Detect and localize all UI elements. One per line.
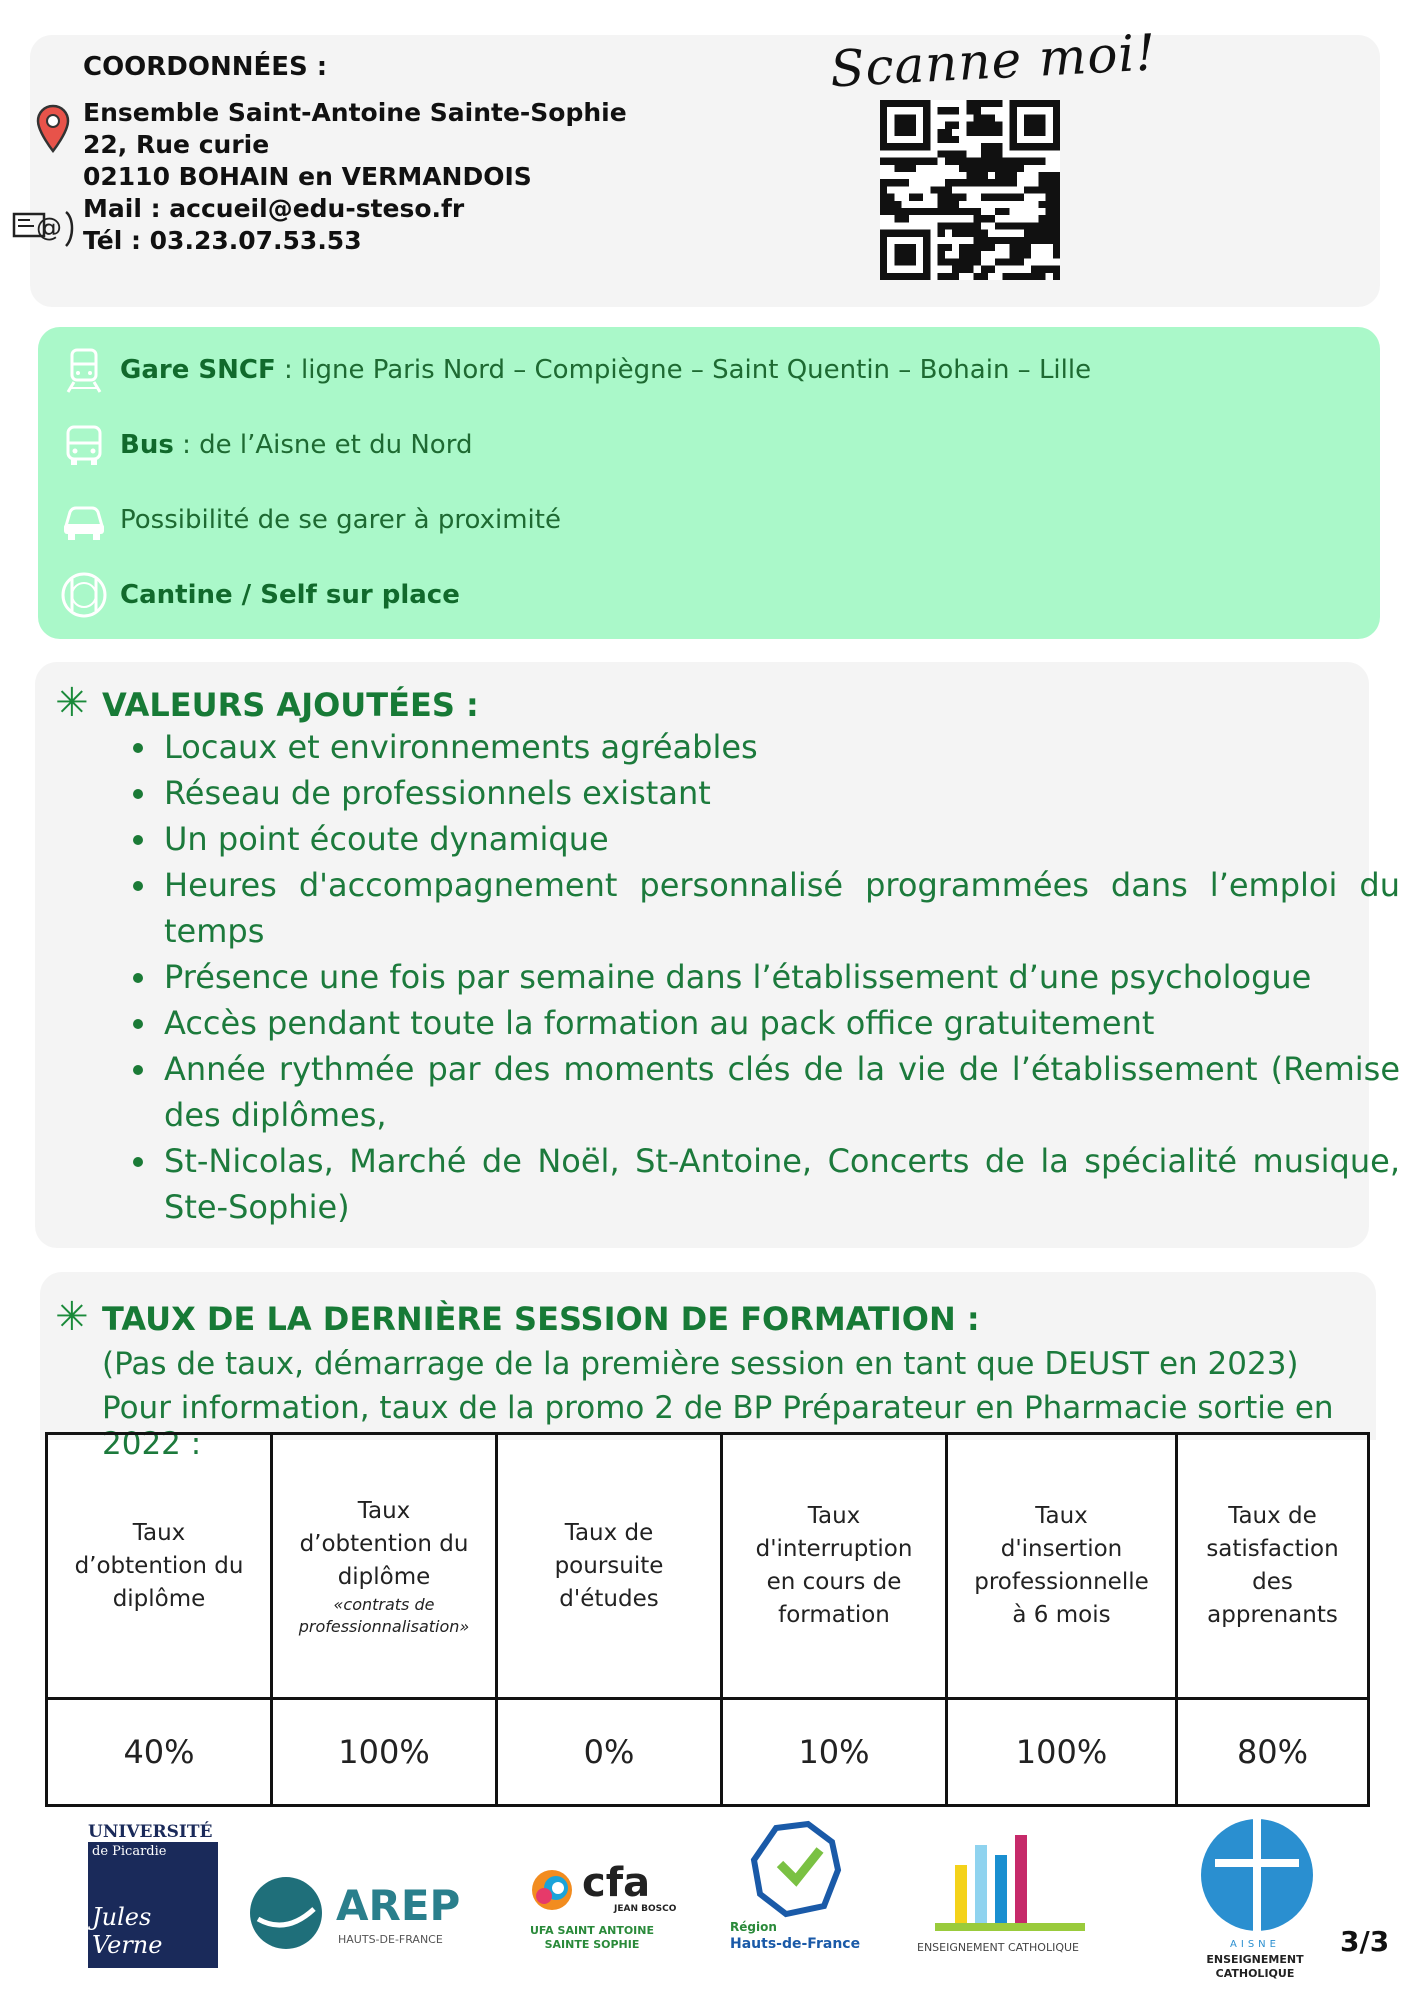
table-value-cell: 100% [272, 1699, 497, 1806]
canteen-label: Cantine / Self sur place [120, 580, 460, 610]
list-item: • St-Nicolas, Marché de Noël, St-Antoine, Concerts de la spécialité musique, Ste-Sophie) [160, 1138, 1400, 1230]
arep-mark-icon [248, 1875, 324, 1951]
transport-bus-row [60, 420, 472, 470]
transport-parking-row [60, 495, 561, 545]
bus-label: Bus [120, 430, 174, 460]
car-icon [60, 496, 108, 544]
list-item: • Un point écoute dynamique [160, 816, 1400, 862]
table-value-cell: 80% [1177, 1699, 1369, 1806]
rates-table [45, 1432, 1370, 1807]
svg-text:@: @ [36, 213, 62, 243]
org-name: Ensemble Saint-Antoine Sainte-Sophie [83, 98, 627, 127]
france-map-icon [746, 1820, 846, 1920]
list-item: • Année rythmée par des moments clés de la vie de l’établissement (Remise des diplômes, [160, 1046, 1400, 1138]
contact-mail-phone-icon [12, 204, 78, 252]
coordinates-title: COORDONNÉES : [83, 52, 328, 82]
location-pin-icon [36, 104, 70, 154]
bus-text: : de l’Aisne et du Nord [173, 430, 473, 460]
taux-info: Pour information, taux de la promo 2 de BP Préparateur en Pharmacie sortie en 2022 : [102, 1390, 1334, 1462]
train-text: : ligne Paris Nord – Compiègne – Saint Quentin – Bohain – Lille [275, 355, 1092, 385]
table-header-cell: Taux d’obtention du diplôme [47, 1434, 272, 1699]
parking-text: Possibilité de se garer à proximité [120, 505, 561, 535]
list-item: • Heures d'accompagnement personnalisé programmées dans l’emploi du temps [160, 862, 1400, 954]
cfa-mark-icon [528, 1866, 576, 1914]
taux-note: (Pas de taux, démarrage de la première session en tant que DEUST en 2023) [102, 1346, 1299, 1382]
table-value-cell: 10% [722, 1699, 947, 1806]
bus-icon [60, 421, 108, 469]
asterisk-icon: ✳ [55, 680, 89, 726]
table-value-row [47, 1699, 1369, 1806]
valeurs-list [118, 724, 1400, 1230]
aisne-ec-logo: AISNE ENSEIGNEMENT CATHOLIQUE [1195, 1815, 1325, 1995]
asterisk-icon: ✳ [55, 1294, 89, 1340]
cfa-logo: cfa JEAN BOSCO UFA SAINT ANTOINE SAINTE SOPHIE [530, 1860, 677, 1951]
enseignement-catholique-logo: ENSEIGNEMENT CATHOLIQUE [915, 1815, 1095, 1965]
train-icon [60, 346, 108, 394]
list-item: • Réseau de professionnels existant [160, 770, 1400, 816]
table-value-cell: 40% [47, 1699, 272, 1806]
list-item: • Présence une fois par semaine dans l’établissement d’une psychologue [160, 954, 1400, 1000]
arep-logo: AREP HAUTS-DE-FRANCE [248, 1875, 478, 1955]
plate-cutlery-icon [60, 571, 108, 619]
table-header-cell: Taux d’obtention du diplôme «contrats de professionnalisation» [272, 1434, 497, 1699]
city-address: 02110 BOHAIN en VERMANDOIS [83, 162, 532, 191]
table-header-cell: Taux d'interruption en cours de formation [722, 1434, 947, 1699]
aisne-globe-icon [1197, 1815, 1317, 1935]
qr-caption: Scanne moi! [828, 23, 1158, 99]
mail-contact[interactable]: Mail : accueil@edu-steso.fr [83, 194, 465, 223]
valeurs-title: VALEURS AJOUTÉES : [102, 686, 479, 724]
table-header-row [47, 1434, 1369, 1699]
transport-canteen-row [60, 570, 460, 620]
transport-train-row [60, 345, 1091, 395]
region-hdf-logo: Région Hauts-de-France [728, 1820, 868, 1960]
qr-code[interactable] [880, 100, 1060, 280]
list-item: • Accès pendant toute la formation au pack office gratuitement [160, 1000, 1400, 1046]
page-number: 3/3 [1340, 1925, 1390, 1958]
train-label: Gare SNCF [120, 355, 276, 385]
table-value-cell: 0% [497, 1699, 722, 1806]
phone-contact[interactable]: Tél : 03.23.07.53.53 [83, 226, 362, 255]
taux-title: TAUX DE LA DERNIÈRE SESSION DE FORMATION : [102, 1300, 980, 1338]
table-header-cell: Taux d'insertion professionnelle à 6 mois [947, 1434, 1177, 1699]
list-item: • Locaux et environnements agréables [160, 724, 1400, 770]
table-value-cell: 100% [947, 1699, 1177, 1806]
upjv-logo: UNIVERSITÉ de Picardie Jules Verne [88, 1822, 218, 1982]
street-address: 22, Rue curie [83, 130, 270, 159]
header-note: «contrats de professionnalisation» [298, 1594, 470, 1636]
table-header-cell: Taux de poursuite d'études [497, 1434, 722, 1699]
table-header-cell: Taux de satisfaction des apprenants [1177, 1434, 1369, 1699]
